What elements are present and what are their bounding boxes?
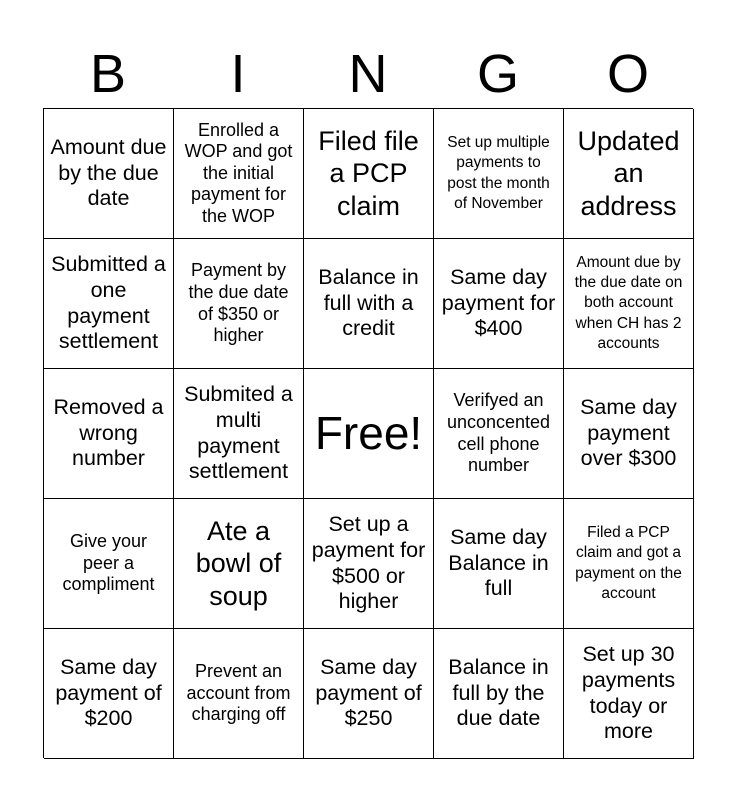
bingo-cell-text: Filed file a PCP claim: [318, 125, 419, 221]
bingo-cell-text: Submited a multi payment settlement: [184, 381, 293, 484]
bingo-cell-text: Same day payment over $300: [580, 394, 677, 471]
bingo-cell-text: Balance in full with a credit: [318, 264, 419, 341]
bingo-cell[interactable]: [304, 629, 434, 759]
bingo-cell[interactable]: [564, 369, 694, 499]
header-letter-o: O: [606, 44, 649, 104]
bingo-cell-text: Set up 30 payments today or more: [581, 641, 676, 744]
bingo-cell-text: Enrolled a WOP and got the initial payment for the WOP: [184, 119, 293, 226]
header-letter-g: G: [476, 44, 519, 104]
bingo-cell[interactable]: [44, 109, 174, 239]
bingo-cell[interactable]: [564, 239, 694, 369]
bingo-cell[interactable]: [434, 239, 564, 369]
bingo-cell-text: Ate a bowl of soup: [195, 515, 282, 611]
bingo-board: [43, 108, 693, 758]
bingo-cell[interactable]: [304, 109, 434, 239]
bingo-cell-text: Submitted a one payment settlement: [51, 251, 166, 354]
bingo-cell[interactable]: [44, 369, 174, 499]
bingo-cell[interactable]: [564, 499, 694, 629]
bingo-cell[interactable]: [174, 239, 304, 369]
bingo-cell-text: Payment by the due date of $350 or higher: [188, 260, 289, 346]
bingo-cell-text: Same day payment of $200: [55, 654, 162, 731]
header-letter-n: N: [348, 44, 388, 104]
bingo-cell[interactable]: [44, 499, 174, 629]
header-letter-b: B: [89, 44, 127, 104]
free-space-text: Free!: [314, 406, 423, 459]
bingo-cell[interactable]: [434, 629, 564, 759]
bingo-cell-text: Same day payment of $250: [315, 654, 422, 731]
bingo-cell[interactable]: [304, 499, 434, 629]
bingo-cell-text: Balance in full by the due date: [448, 654, 549, 731]
bingo-cell-text: Same day Balance in full: [448, 524, 549, 601]
bingo-cell-text: Same day payment for $400: [441, 264, 556, 341]
free-space[interactable]: [304, 369, 434, 499]
bingo-cell[interactable]: [434, 499, 564, 629]
bingo-cell[interactable]: [174, 499, 304, 629]
bingo-cell[interactable]: [564, 109, 694, 239]
bingo-cell-text: Set up multiple payments to post the month of November: [447, 134, 550, 212]
bingo-cell-text: Prevent an account from charging off: [186, 661, 291, 725]
bingo-cell[interactable]: [174, 369, 304, 499]
bingo-cell[interactable]: [174, 109, 304, 239]
bingo-cell-text: Give your peer a compliment: [62, 531, 155, 595]
bingo-cell[interactable]: [174, 629, 304, 759]
bingo-cell-text: Set up a payment for $500 or higher: [311, 511, 426, 614]
bingo-cell-text: Amount due by the due date: [50, 134, 167, 211]
header-letter-i: I: [230, 44, 246, 104]
bingo-cell-text: Amount due by the due date on both account when CH has 2 accounts: [574, 254, 683, 352]
bingo-cell-text: Filed a PCP claim and got a payment on the account: [575, 524, 682, 602]
bingo-cell[interactable]: [304, 239, 434, 369]
bingo-cell[interactable]: [564, 629, 694, 759]
bingo-cell-text: Removed a wrong number: [53, 394, 164, 471]
bingo-cell-text: Updated an address: [577, 125, 680, 221]
bingo-cell[interactable]: [434, 369, 564, 499]
bingo-header: [43, 40, 693, 108]
bingo-cell-text: Verifyed an unconcented cell phone number: [446, 390, 551, 476]
bingo-cell[interactable]: [44, 239, 174, 369]
bingo-cell[interactable]: [434, 109, 564, 239]
bingo-cell[interactable]: [44, 629, 174, 759]
